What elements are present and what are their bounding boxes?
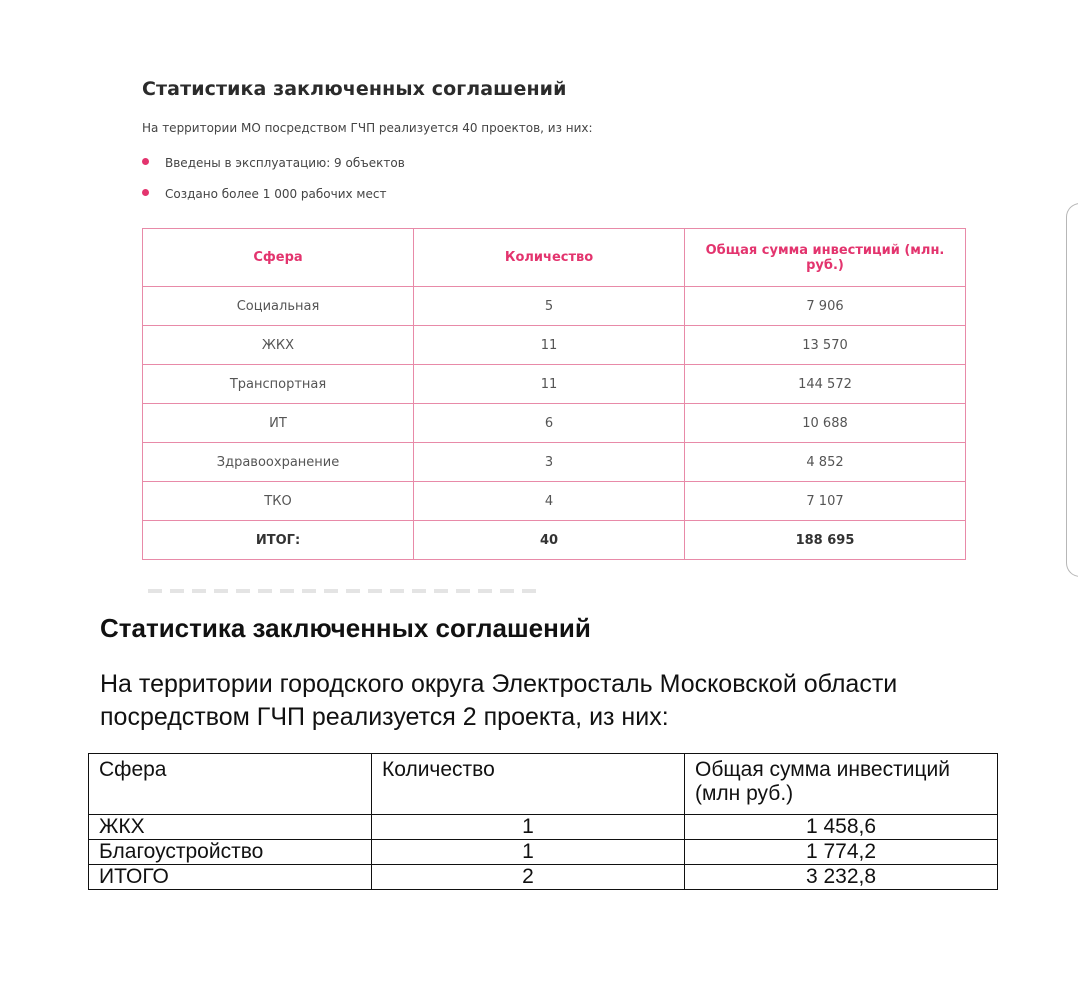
web-cell-count: 4 — [414, 482, 685, 521]
doc-cell-count: 2 — [372, 865, 685, 890]
bullet-dot-icon — [142, 189, 149, 196]
web-cell-count: 3 — [414, 443, 685, 482]
web-header-count: Количество — [414, 229, 685, 287]
doc-intro-text: На территории городского округа Электросталь Московской области посредством ГЧП реализуется 2 проекта, из них: — [100, 670, 898, 731]
doc-stats-table — [88, 753, 998, 890]
cropped-text-line — [148, 589, 543, 593]
web-cell-investment: 144 572 — [685, 365, 966, 404]
web-table-total-row — [143, 521, 966, 560]
web-cell-sphere: ТКО — [143, 482, 414, 521]
doc-table-total-row — [89, 865, 998, 890]
bullet-dot-icon — [142, 158, 149, 165]
doc-cell-sphere: ИТОГО — [89, 865, 372, 890]
doc-cell-investment: 3 232,8 — [685, 865, 998, 890]
web-intro-text: На территории МО посредством ГЧП реализуется 40 проектов, из них: — [142, 121, 593, 135]
web-table-header-row — [143, 229, 966, 287]
web-page-title: Статистика заключенных соглашений — [142, 78, 567, 100]
web-table-row — [143, 287, 966, 326]
doc-cell-count: 1 — [372, 815, 685, 840]
web-table-row — [143, 482, 966, 521]
web-table-row — [143, 365, 966, 404]
doc-header-investment: Общая сумма инвестиций (млн руб.) — [685, 754, 998, 815]
web-stats-table — [142, 228, 966, 560]
web-cell-sphere: ЖКХ — [143, 326, 414, 365]
web-bullet-text: Создано более 1 000 рабочих мест — [165, 187, 387, 201]
web-cell-investment: 7 107 — [685, 482, 966, 521]
web-bullet-item — [142, 154, 405, 185]
doc-table-row — [89, 815, 998, 840]
web-cell-investment: 13 570 — [685, 326, 966, 365]
web-header-sphere: Сфера — [143, 229, 414, 287]
web-cell-count: 6 — [414, 404, 685, 443]
doc-title: Статистика заключенных соглашений — [100, 613, 591, 643]
web-cell-sphere: Транспортная — [143, 365, 414, 404]
web-cell-investment: 10 688 — [685, 404, 966, 443]
web-total-label: ИТОГ: — [143, 521, 414, 560]
web-table-row — [143, 404, 966, 443]
web-header-investment: Общая сумма инвестиций (млн. руб.) — [685, 229, 966, 287]
doc-cell-sphere: Благоустройство — [89, 840, 372, 865]
web-table-row — [143, 443, 966, 482]
doc-cell-investment: 1 458,6 — [685, 815, 998, 840]
web-total-investment: 188 695 — [685, 521, 966, 560]
doc-cell-sphere: ЖКХ — [89, 815, 372, 840]
web-cell-investment: 7 906 — [685, 287, 966, 326]
doc-table-row — [89, 840, 998, 865]
web-cell-count: 11 — [414, 365, 685, 404]
web-bullet-text: Введены в эксплуатацию: 9 объектов — [165, 156, 405, 170]
web-bullet-list — [142, 154, 405, 216]
web-cell-count: 5 — [414, 287, 685, 326]
web-cell-investment: 4 852 — [685, 443, 966, 482]
web-bullet-item — [142, 185, 405, 216]
web-total-count: 40 — [414, 521, 685, 560]
doc-cell-investment: 1 774,2 — [685, 840, 998, 865]
doc-table-header-row — [89, 754, 998, 815]
web-cell-sphere: Социальная — [143, 287, 414, 326]
web-table-row — [143, 326, 966, 365]
doc-header-sphere: Сфера — [89, 754, 372, 815]
doc-header-count: Количество — [372, 754, 685, 815]
side-panel-edge — [1066, 203, 1078, 577]
web-cell-count: 11 — [414, 326, 685, 365]
web-cell-sphere: ИТ — [143, 404, 414, 443]
doc-cell-count: 1 — [372, 840, 685, 865]
web-cell-sphere: Здравоохранение — [143, 443, 414, 482]
